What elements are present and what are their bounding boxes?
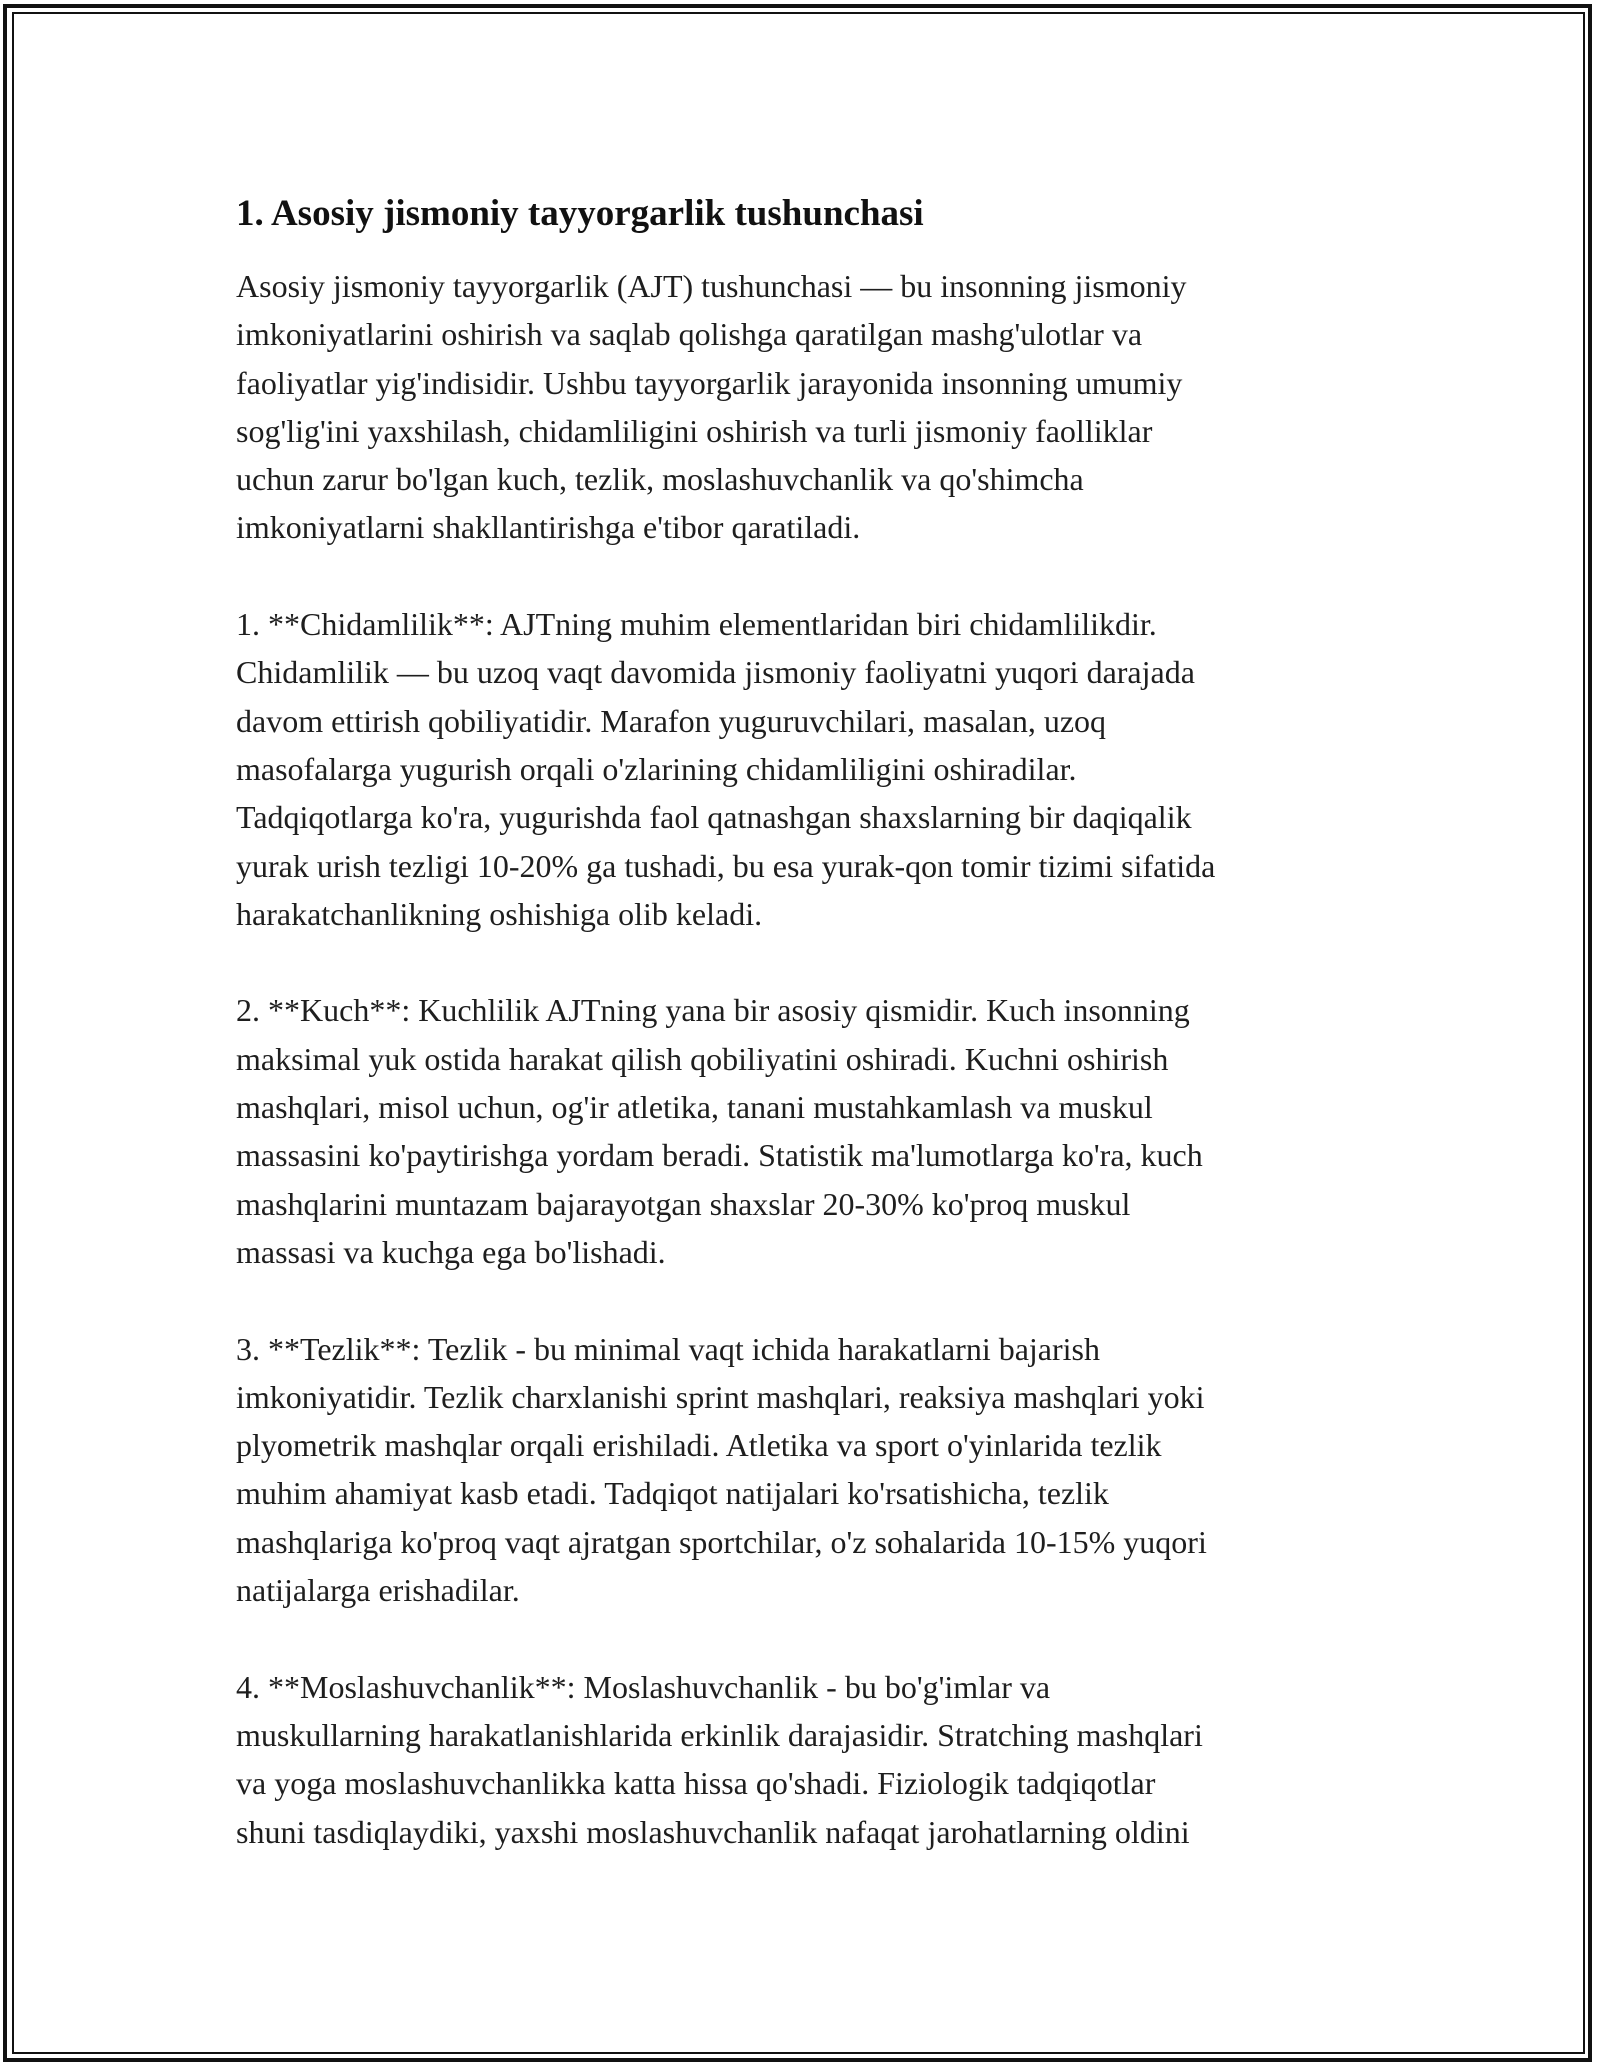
paragraph-flexibility: 4. **Moslashuvchanlik**: Moslashuvchanlik - bu bo'g'imlar va muskullarning harakatlanishlarida erkinlik darajasidir. Stratching mashqlari va yoga moslashuvchanlikka katta hissa qo'shadi. Fiziologik tadqiqotlar shuni tasdiqlaydiki, yaxshi moslashuvchanlik nafaqat jarohatlarning oldini xyxy=(236,1668,1203,1850)
paragraph-strength: 2. **Kuch**: Kuchlilik AJTning yana bir asosiy qismidir. Kuch insonning maksimal yuk ostida harakat qilish qobiliyatini oshiradi. Kuchni oshirish mashqlari, misol uchun, og'ir atletika, tanani mustahkamlash va muskul massasini ko'paytirishga yordam beradi. Statistik ma'lumotlarga ko'ra, kuch mashqlarini muntazam bajarayotgan shaxslar 20-30% ko'proq muskul massasi va kuchga ega bo'lishadi. xyxy=(236,992,1203,1270)
document-body xyxy=(236,190,1376,1856)
paragraph-endurance: 1. **Chidamlilik**: AJTning muhim elementlaridan biri chidamlilikdir. Chidamlilik — bu uzoq vaqt davomida jismoniy faoliyatni yuqori darajada davom ettirish qobiliyatidir. Marafon yuguruvchilari, masalan, uzoq masofalarga yugurish orqali o'zlarining chidamliligini oshiradilar. Tadqiqotlarga ko'ra, yugurishda faol qatnashgan shaxslarning bir daqiqalik yurak urish tezligi 10-20% ga tushadi, bu esa yurak-qon tomir tizimi sifatida harakatchanlikning oshishiga olib keladi. xyxy=(236,606,1216,932)
section-heading: 1. Asosiy jismoniy tayyorgarlik tushunchasi xyxy=(236,193,924,234)
paragraph-intro: Asosiy jismoniy tayyorgarlik (AJT) tushunchasi — bu insonning jismoniy imkoniyatlarini oshirish va saqlab qolishga qaratilgan mashg'ulotlar va faoliyatlar yig'indisidir. Ushbu tayyorgarlik jarayonida insonning umumiy sog'lig'ini yaxshilash, chidamliligini oshirish va turli jismoniy faolliklar uchun zarur bo'lgan kuch, tezlik, moslashuvchanlik va qo'shimcha imkoniyatlarni shakllantirishga e'tibor qaratiladi. xyxy=(236,268,1187,546)
paragraph-speed: 3. **Tezlik**: Tezlik - bu minimal vaqt ichida harakatlarni bajarish imkoniyatidir. Tezlik charxlanishi sprint mashqlari, reaksiya mashqlari yoki plyometrik mashqlar orqali erishiladi. Atletika va sport o'yinlarida tezlik muhim ahamiyat kasb etadi. Tadqiqot natijalari ko'rsatishicha, tezlik mashqlariga ko'proq vaqt ajratgan sportchilar, o'z sohalarida 10-15% yuqori natijalarga erishadilar. xyxy=(236,1330,1207,1609)
